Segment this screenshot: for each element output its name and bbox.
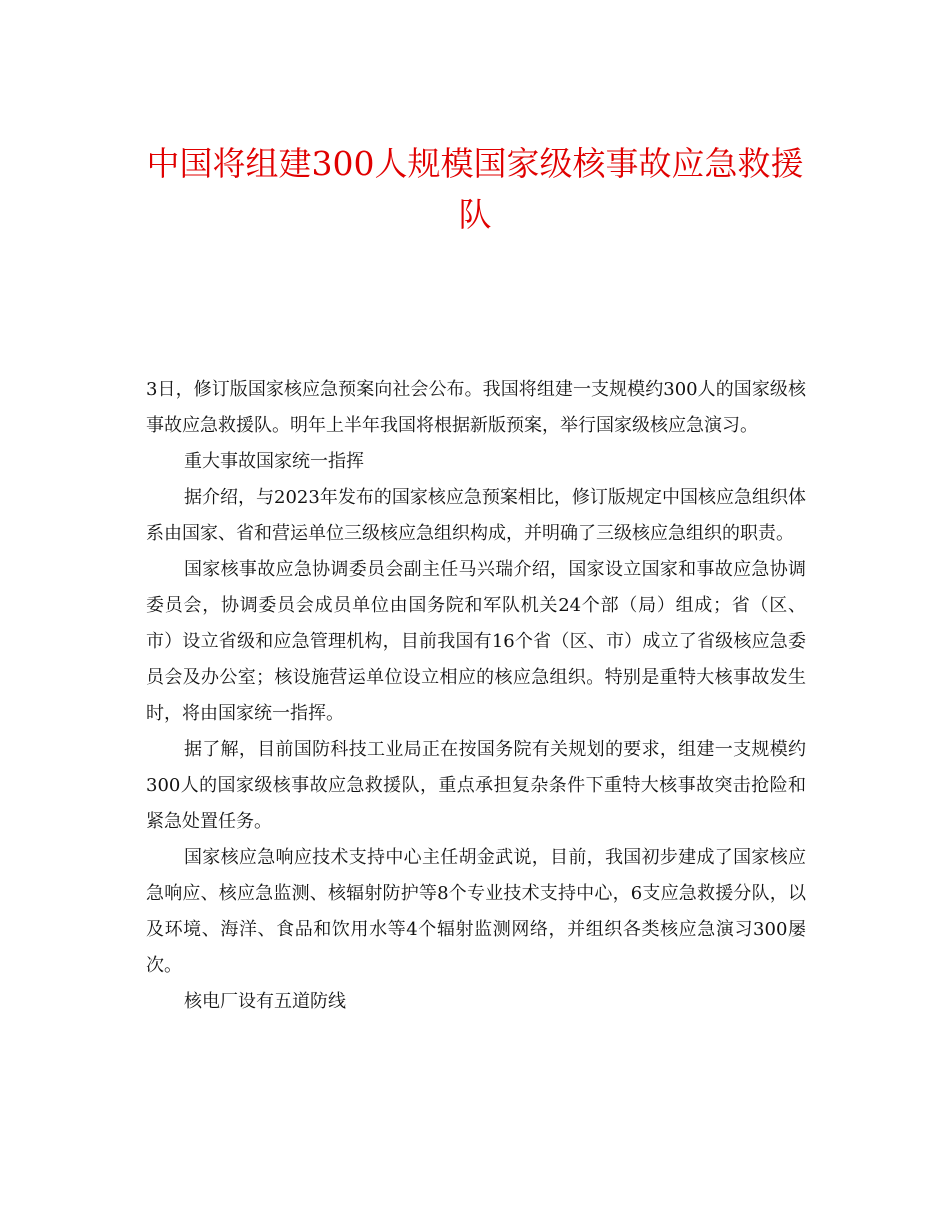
document-body — [146, 372, 806, 1020]
paragraph-intro: 3日，修订版国家核应急预案向社会公布。我国将组建一支规模约300人的国家级核事故应急救援队。明年上半年我国将根据新版预案，举行国家级核应急演习。 — [146, 379, 806, 436]
paragraph-coordination-committee: 国家核事故应急协调委员会副主任马兴瑞介绍，国家设立国家和事故应急协调委员会，协调委员会成员单位由国务院和军队机关24个部（局）组成；省（区、市）设立省级和应急管理机构，目前我国有16个省（区、市）成立了省级核应急委员会及办公室；核设施营运单位设立相应的核应急组织。特别是重特大核事故发生时，将由国家统一指挥。 — [146, 559, 806, 724]
paragraph-technical-support: 国家核应急响应技术支持中心主任胡金武说，目前，我国初步建成了国家核应急响应、核应急监测、核辐射防护等8个专业技术支持中心，6支应急救援分队，以及环境、海洋、食品和饮用水等4个辐射监测网络，并组织各类核应急演习300屡次。 — [146, 847, 806, 976]
section-heading-five-defenses: 核电厂设有五道防线 — [184, 991, 346, 1012]
paragraph-organization-system: 据介绍，与2023年发布的国家核应急预案相比，修订版规定中国核应急组织体系由国家、省和营运单位三级核应急组织构成，并明确了三级核应急组织的职责。 — [146, 487, 806, 544]
paragraph-rescue-team: 据了解，目前国防科技工业局正在按国务院有关规划的要求，组建一支规模约300人的国家级核事故应急救援队，重点承担复杂条件下重特大核事故突击抢险和紧急处置任务。 — [146, 739, 806, 832]
section-heading-unified-command: 重大事故国家统一指挥 — [184, 451, 364, 472]
document-title: 中国将组建300人规模国家级核事故应急救援队 — [146, 144, 804, 234]
